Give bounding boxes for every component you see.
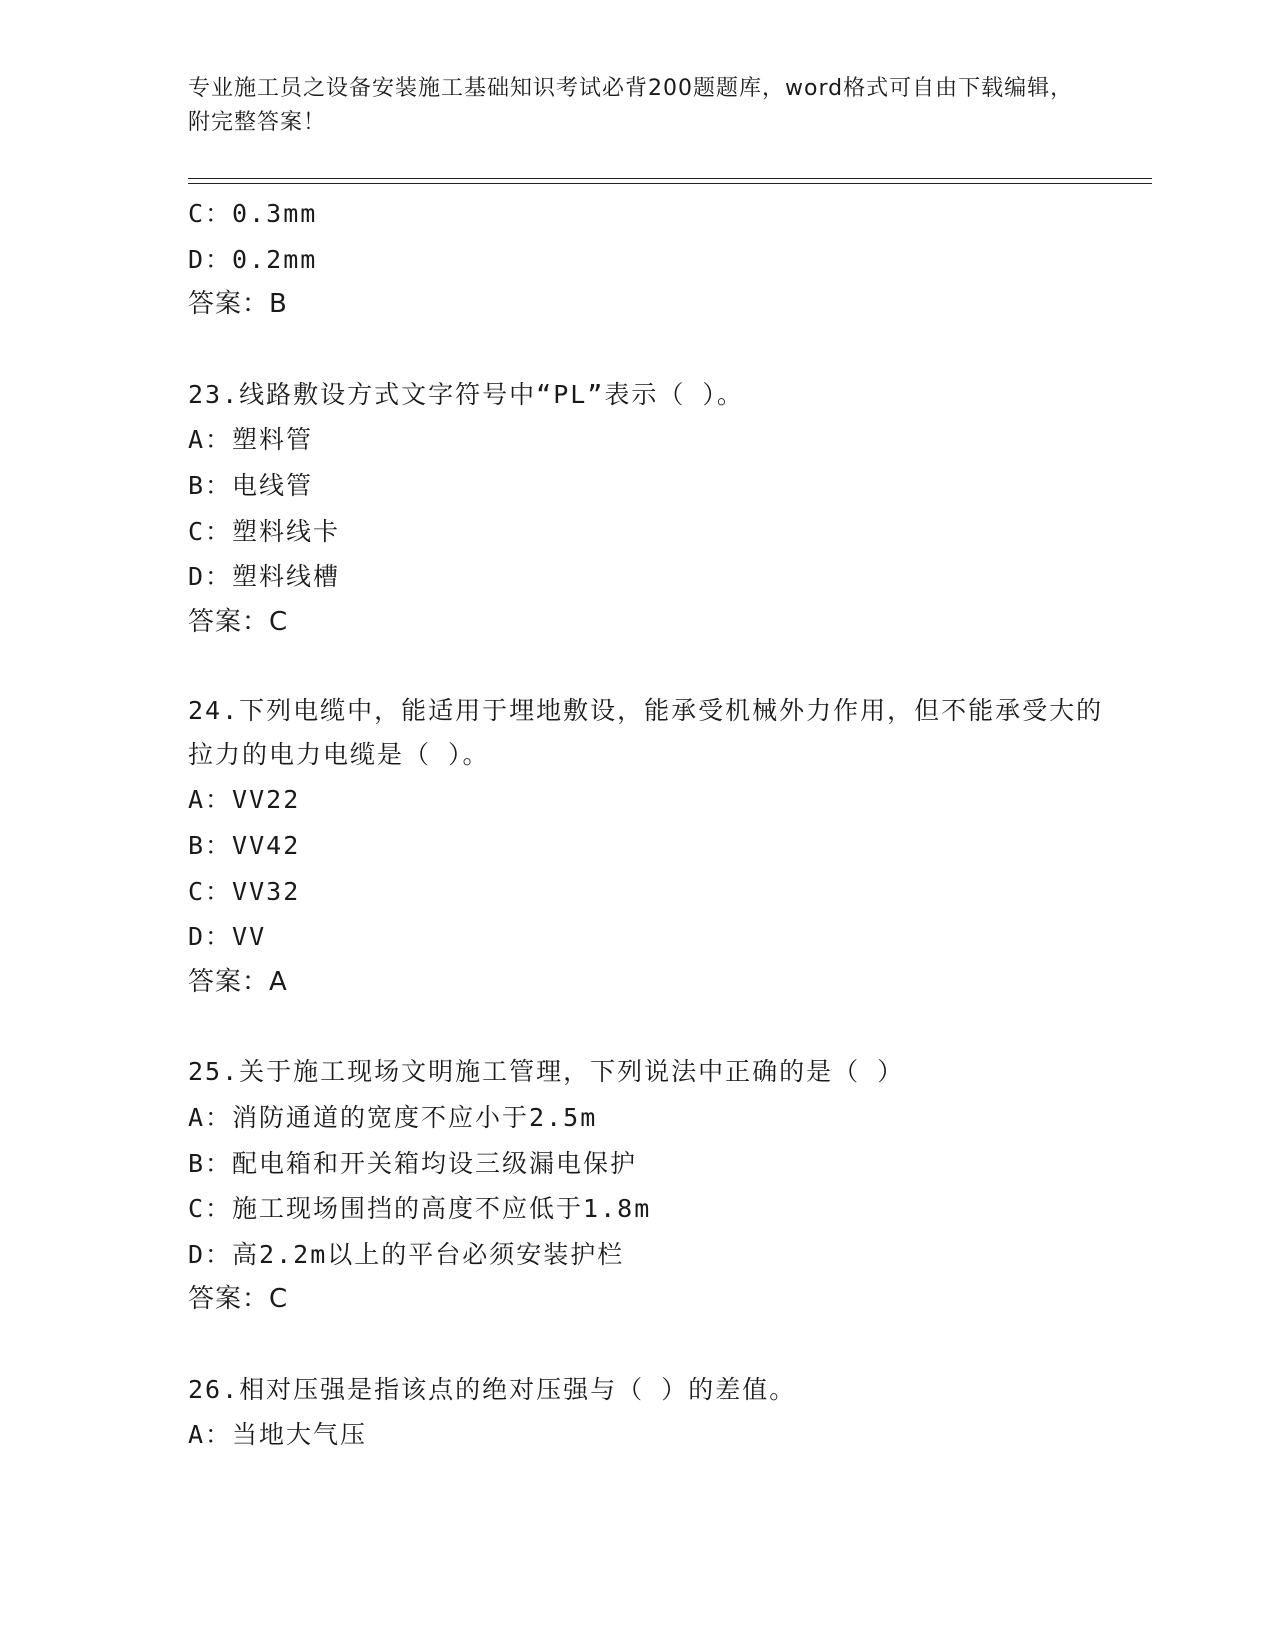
answer-line: 答案：B bbox=[188, 289, 288, 320]
question-24 bbox=[188, 689, 1108, 1005]
question-22-tail bbox=[188, 191, 1108, 328]
option-b: B：配电箱和开关箱均设三级漏电保护 bbox=[188, 1148, 638, 1178]
option-d: D：VV bbox=[188, 922, 267, 952]
option-c: C：VV32 bbox=[188, 876, 301, 906]
option-a: A：消防通道的宽度不应小于2.5m bbox=[188, 1102, 598, 1132]
answer-line: 答案：A bbox=[188, 966, 288, 997]
question-text: 26.相对压强是指该点的绝对压强与（ ）的差值。 bbox=[188, 1374, 797, 1404]
option-c: C：施工现场围挡的高度不应低于1.8m bbox=[188, 1194, 652, 1224]
document-header bbox=[188, 72, 1088, 140]
option-b: B：电线管 bbox=[188, 470, 314, 500]
option-a: A：塑料管 bbox=[188, 425, 314, 455]
option-a: A：VV22 bbox=[188, 785, 301, 815]
option-b: B：VV42 bbox=[188, 830, 301, 860]
answer-line: 答案：C bbox=[188, 606, 289, 637]
option-d: D：塑料线槽 bbox=[188, 562, 341, 592]
question-text: 24.下列电缆中，能适用于埋地敷设，能承受机械外力作用，但不能承受大的拉力的电力电缆是（ ）。 bbox=[188, 696, 1104, 770]
answer-line: 答案：C bbox=[188, 1284, 289, 1315]
header-divider-bottom bbox=[188, 183, 1152, 184]
question-25 bbox=[188, 1049, 1108, 1323]
option-d: D：0.2mm bbox=[188, 244, 318, 274]
option-d: D：高2.2m以上的平台必须安装护栏 bbox=[188, 1239, 625, 1269]
option-a: A：当地大气压 bbox=[188, 1420, 368, 1450]
option-c: C：塑料线卡 bbox=[188, 516, 341, 546]
question-text: 23.线路敷设方式文字符号中“PL”表示（ ）。 bbox=[188, 379, 744, 409]
question-text: 25.关于施工现场文明施工管理，下列说法中正确的是（ ） bbox=[188, 1057, 905, 1087]
header-divider-top bbox=[188, 178, 1152, 179]
question-26 bbox=[188, 1367, 1108, 1458]
option-c: C：0.3mm bbox=[188, 199, 318, 228]
question-23 bbox=[188, 372, 1108, 646]
document-title: 专业施工员之设备安装施工基础知识考试必背200题题库，word格式可自由下载编辑，附完整答案！ bbox=[188, 76, 1074, 135]
question-list bbox=[188, 191, 1108, 1502]
